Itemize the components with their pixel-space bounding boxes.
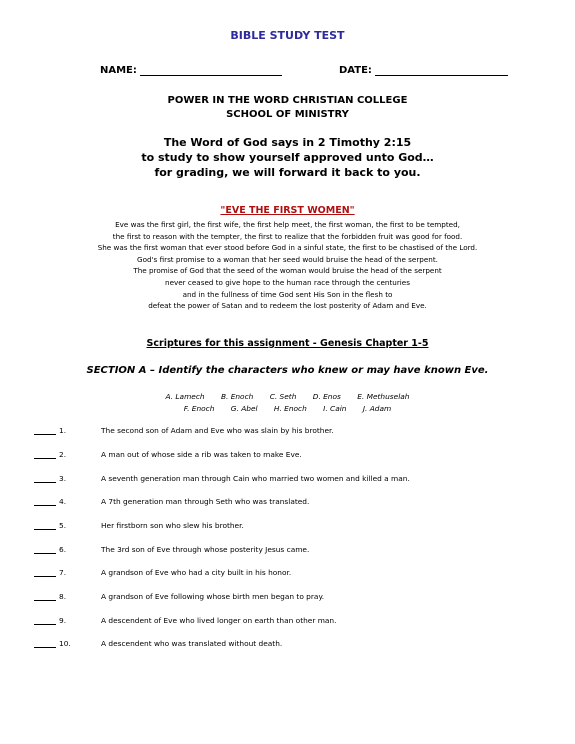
question-text: A man out of whose side a rib was taken to make Eve. [101, 450, 302, 459]
date-field[interactable] [339, 65, 508, 76]
answer-blank[interactable] [34, 640, 56, 648]
eve-heading: "EVE THE FIRST WOMEN" [220, 205, 355, 216]
question-number: 5. [59, 521, 67, 530]
question-number: 4. [59, 497, 67, 506]
verse-line: to study to show yourself approved unto God… [141, 151, 434, 164]
date-line[interactable] [375, 66, 508, 76]
question-item [34, 426, 334, 435]
name-label: NAME: [100, 65, 137, 76]
paragraph-line: God's first promise to a woman that her seed would bruise the head of the serpent. [137, 254, 438, 264]
verse-line: The Word of God says in 2 Timothy 2:15 [163, 136, 412, 149]
paragraph-line: The promise of God that the seed of the woman would bruise the head of the serpent [133, 266, 442, 276]
paragraph-line: defeat the power of Satan and to redeem the lost posterity of Adam and Eve. [148, 301, 427, 311]
question-number: 6. [59, 545, 67, 554]
question-text: A grandson of Eve who had a city built in his honor. [101, 568, 292, 577]
question-item [34, 521, 244, 530]
answer-blank[interactable] [34, 546, 56, 554]
question-number: 8. [59, 592, 67, 601]
question-item [34, 450, 302, 459]
paragraph-line: Eve was the first girl, the first wife, the first help meet, the first woman, the first to be tempted, [115, 220, 460, 229]
question-number: 3. [59, 474, 67, 483]
name-line[interactable] [140, 66, 282, 76]
question-item [34, 568, 292, 577]
scriptures-heading: Scriptures for this assignment - Genesis Chapter 1-5 [146, 338, 429, 349]
question-item [34, 616, 337, 625]
option: E. Methuselah [357, 392, 410, 401]
option: F. Enoch [183, 404, 215, 413]
question-text: A grandson of Eve following whose birth men began to pray. [101, 592, 325, 601]
question-item [34, 474, 410, 483]
option: B. Enoch [220, 392, 254, 401]
name-field[interactable] [100, 65, 282, 76]
section-a-heading: SECTION A – Identify the characters who knew or may have known Eve. [86, 365, 489, 376]
question-text: The 3rd son of Eve through whose posterity Jesus came. [101, 545, 310, 554]
option: G. Abel [230, 404, 258, 413]
option: A. Lamech [165, 392, 205, 401]
answer-blank[interactable] [34, 569, 56, 577]
question-text: A 7th generation man through Seth who was translated. [101, 497, 310, 506]
question-number: 1. [59, 426, 67, 435]
option: C. Seth [269, 392, 297, 401]
page-title: BIBLE STUDY TEST [230, 29, 345, 42]
answer-blank[interactable] [34, 593, 56, 601]
option: J. Adam [362, 404, 392, 413]
eve-paragraph [0, 219, 575, 312]
paragraph-line: and in the fullness of time God sent His Son in the flesh to [182, 289, 393, 299]
options-row [0, 403, 575, 415]
question-number: 2. [59, 450, 67, 459]
answer-blank[interactable] [34, 498, 56, 506]
question-text: The second son of Adam and Eve who was slain by his brother. [101, 426, 334, 435]
question-number: 10. [59, 639, 71, 648]
question-item [34, 497, 310, 506]
paragraph-line: the first to reason with the tempter, the first to realize that the forbidden fruit was good for food. [112, 231, 463, 241]
paragraph-line: She was the first woman that ever stood before God in a sinful state, the first to be chastised of the Lord. [97, 243, 478, 253]
verse-block [0, 135, 575, 180]
college-heading [0, 94, 575, 122]
option: H. Enoch [273, 404, 307, 413]
options-row [0, 391, 575, 403]
answer-blank[interactable] [34, 522, 56, 530]
question-number: 9. [59, 616, 67, 625]
paragraph-line: never ceased to give hope to the human race through the centuries [165, 277, 410, 287]
date-label: DATE: [339, 65, 372, 76]
option: D. Enos [312, 392, 341, 401]
answer-blank[interactable] [34, 475, 56, 483]
question-text: A descendent who was translated without death. [101, 639, 283, 648]
question-number: 7. [59, 568, 67, 577]
question-text: A descendent of Eve who lived longer on earth than other man. [101, 616, 337, 625]
verse-line: for grading, we will forward it back to you. [154, 166, 421, 179]
answer-blank[interactable] [34, 451, 56, 459]
answer-blank[interactable] [34, 427, 56, 435]
question-item [34, 545, 310, 554]
answer-options [0, 391, 575, 415]
school-name: SCHOOL OF MINISTRY [226, 109, 349, 120]
question-text: Her firstborn son who slew his brother. [101, 521, 244, 530]
question-item [34, 639, 283, 648]
college-name: POWER IN THE WORD CHRISTIAN COLLEGE [167, 95, 408, 106]
answer-blank[interactable] [34, 617, 56, 625]
option: I. Cain [323, 404, 347, 413]
question-item [34, 592, 325, 601]
question-text: A seventh generation man through Cain who married two women and killed a man. [101, 474, 410, 483]
